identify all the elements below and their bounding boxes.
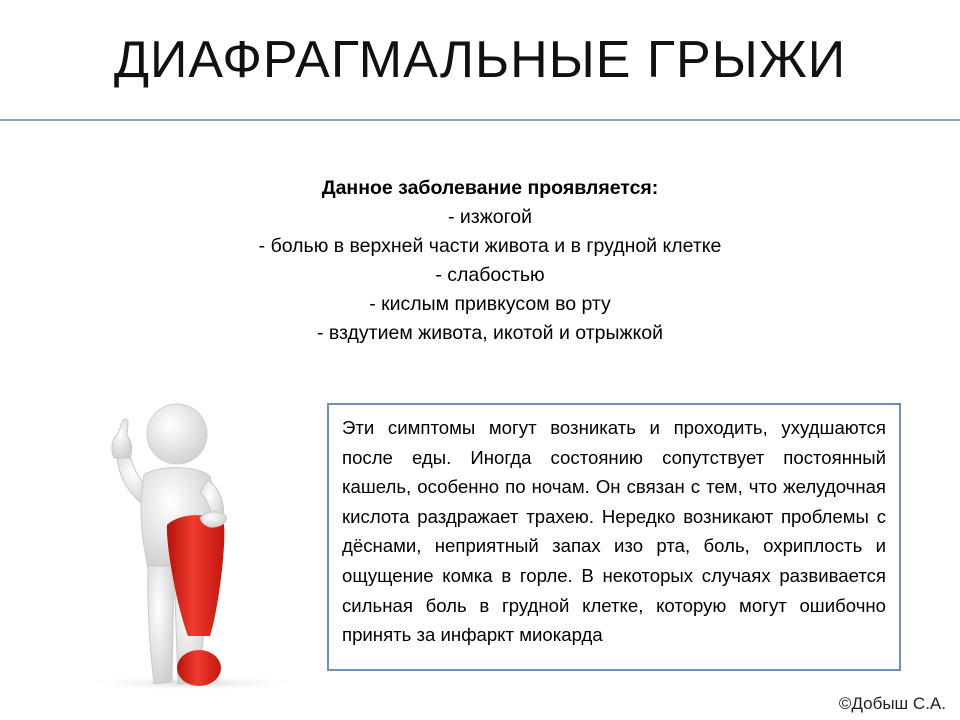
slide-title: ДИАФРАГМАЛЬНЫЕ ГРЫЖИ — [113, 31, 847, 89]
symptom-item: - слабостью — [435, 264, 545, 286]
exclamation-figure-icon — [62, 400, 332, 690]
details-textbox: Эти симптомы могут возникать и проходить, ухудшаются после еды. Иногда состоянию сопутствует постоянный кашель, особенно по ночам. Он связан с тем, что желудочная кислота раздражает трахею. Нередко возникают проблемы с дёснами, неприятный запах изо рта, боль, охриплость и ощущение комка в горле. В некоторых случаях развивается сильная боль в грудной клетке, которую могут ошибочно принять за инфаркт миокарда — [327, 403, 901, 671]
symptoms-list — [180, 203, 800, 348]
symptom-item: - болью в верхней части живота и в грудной клетке — [258, 235, 722, 257]
figure-with-exclamation-illustration — [62, 400, 332, 690]
symptom-item: - изжогой — [447, 206, 533, 228]
title-divider — [0, 119, 960, 121]
author-credit: ©Добыш С.А. — [838, 694, 946, 713]
symptoms-heading: Данное заболевание проявляется: — [321, 177, 659, 199]
symptom-item: - кислым привкусом во рту — [369, 293, 611, 315]
symptom-item: - вздутием живота, икотой и отрыжкой — [316, 322, 664, 344]
symptoms-block — [180, 174, 800, 348]
